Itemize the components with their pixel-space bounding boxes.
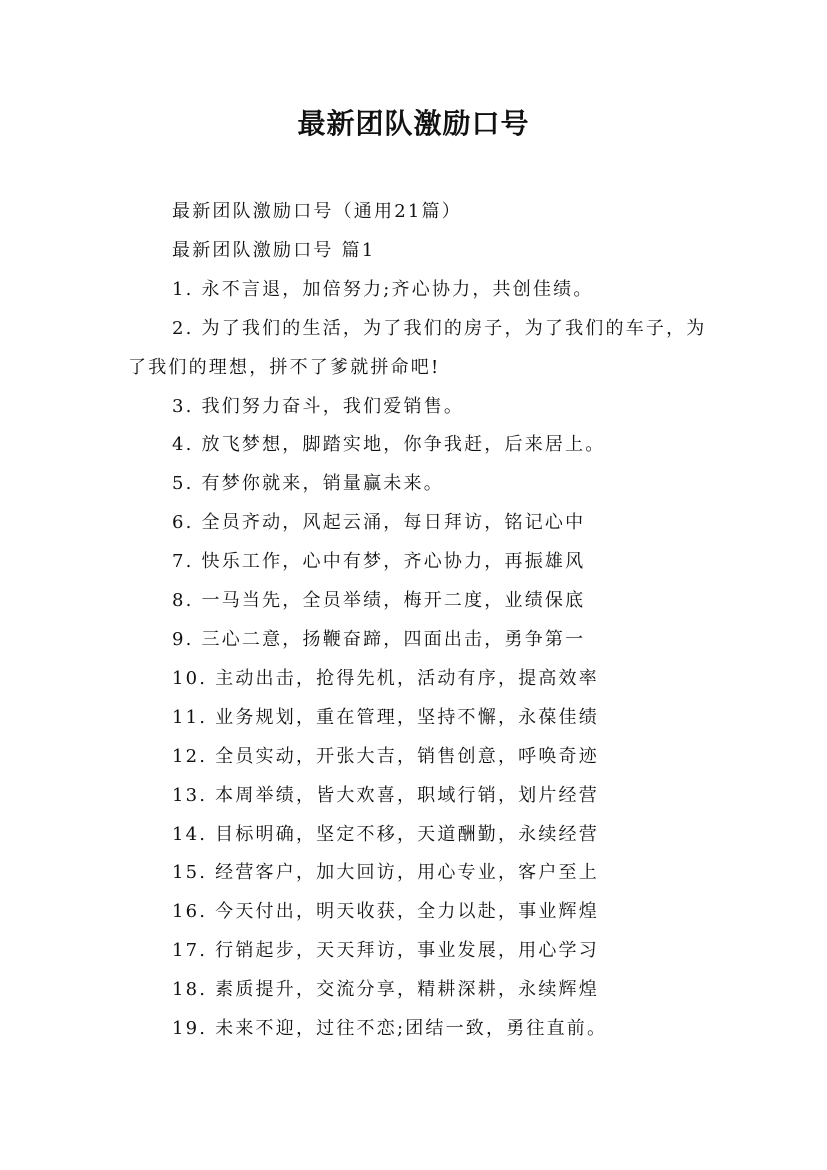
slogan-item: 18. 素质提升，交流分享，精耕深耕，永续辉煌 bbox=[172, 979, 599, 1001]
slogan-item: 7. 快乐工作，心中有梦，齐心协力，再振雄风 bbox=[172, 551, 586, 573]
slogan-item: 14. 目标明确，坚定不移，天道酬勤，永续经营 bbox=[172, 823, 599, 845]
slogan-item: 19. 未来不迎，过往不恋;团结一致，勇往直前。 bbox=[172, 1018, 608, 1040]
slogan-item: 17. 行销起步，天天拜访，事业发展，用心学习 bbox=[172, 940, 599, 962]
slogan-item: 10. 主动出击，抢得先机，活动有序，提高效率 bbox=[172, 667, 599, 689]
slogan-item: 1. 永不言退，加倍努力;齐心协力，共创佳绩。 bbox=[172, 278, 594, 300]
slogan-item: 2. 为了我们的生活，为了我们的房子，为了我们的车子，为了我们的理想，拼不了爹就拼命吧! bbox=[128, 317, 707, 378]
slogan-item: 5. 有梦你就来，销量赢未来。 bbox=[172, 473, 444, 495]
slogan-item: 13. 本周举绩，皆大欢喜，职域行销，划片经营 bbox=[172, 784, 599, 806]
slogan-item: 8. 一马当先，全员举绩，梅开二度，业绩保底 bbox=[172, 590, 586, 612]
slogan-item: 15. 经营客户，加大回访，用心专业，客户至上 bbox=[172, 862, 599, 884]
paragraph-subtitle: 最新团队激励口号（通用21篇） bbox=[172, 201, 462, 222]
document-title: 最新团队激励口号 bbox=[297, 107, 530, 140]
slogan-item: 16. 今天付出，明天收获，全力以赴，事业辉煌 bbox=[172, 901, 599, 923]
slogan-item: 6. 全员齐动，风起云涌，每日拜访，铭记心中 bbox=[172, 512, 586, 534]
slogan-item: 3. 我们努力奋斗，我们爱销售。 bbox=[172, 395, 465, 417]
slogan-item: 9. 三心二意，扬鞭奋蹄，四面出击，勇争第一 bbox=[172, 628, 586, 650]
slogan-item: 11. 业务规划，重在管理，坚持不懈，永葆佳绩 bbox=[172, 706, 599, 728]
paragraph-section-heading: 最新团队激励口号 篇1 bbox=[172, 239, 376, 261]
slogan-item: 4. 放飞梦想，脚踏实地，你争我赶，后来居上。 bbox=[172, 434, 606, 456]
document-body bbox=[128, 193, 708, 1049]
slogan-item: 12. 全员实动，开张大吉，销售创意，呼唤奇迹 bbox=[172, 745, 599, 767]
